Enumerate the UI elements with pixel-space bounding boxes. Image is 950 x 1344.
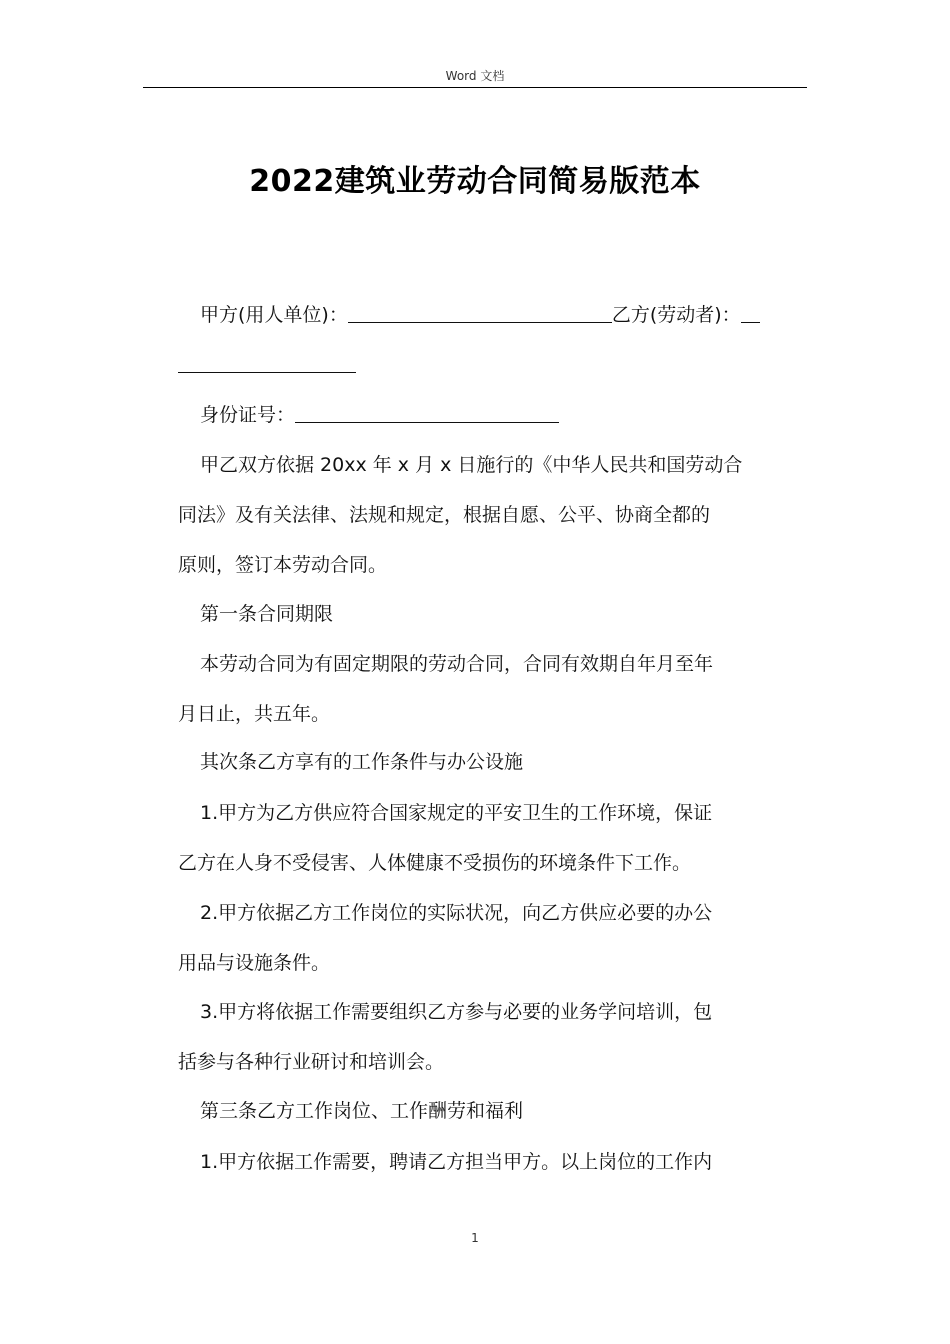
page-header: Word 文档 — [445, 69, 505, 83]
paragraph-line: 用品与设施条件。 — [178, 952, 331, 974]
id-blank — [295, 404, 559, 423]
paragraph-line: 月日止，共五年。 — [178, 703, 331, 725]
paragraph-line: 1.甲方为乙方供应符合国家规定的平安卫生的工作环境，保证 — [200, 802, 713, 824]
header-rule — [143, 87, 807, 88]
paragraph-line: 2.甲方依据乙方工作岗位的实际状况，向乙方供应必要的办公 — [200, 902, 713, 924]
party-b-blank-start — [741, 304, 760, 323]
party-line — [200, 303, 760, 327]
article-3-heading: 第三条乙方工作岗位、工作酬劳和福利 — [200, 1100, 524, 1122]
paragraph-line: 甲乙双方依据 20xx 年 x 月 x 日施行的《中华人民共和国劳动合 — [200, 454, 743, 476]
paragraph-line: 原则，签订本劳动合同。 — [178, 554, 388, 576]
paragraph-line: 3.甲方将依据工作需要组织乙方参与必要的业务学问培训，包 — [200, 1001, 713, 1023]
id-line — [200, 403, 559, 427]
article-1-heading: 第一条合同期限 — [200, 603, 334, 625]
party-a-blank — [348, 304, 612, 323]
document-title: 2022建筑业劳动合同简易版范本 — [249, 164, 701, 199]
paragraph-line: 本劳动合同为有固定期限的劳动合同，合同有效期自年月至年 — [200, 653, 714, 675]
paragraph-line: 1.甲方依据工作需要，聘请乙方担当甲方。以上岗位的工作内 — [200, 1151, 713, 1173]
party-b-label: 乙方(劳动者)： — [611, 304, 741, 326]
paragraph-line: 括参与各种行业研讨和培训会。 — [178, 1051, 445, 1073]
party-b-blank-line — [178, 353, 356, 377]
party-a-label: 甲方(用人单位)： — [200, 304, 348, 326]
paragraph-line: 同法》及有关法律、法规和规定，根据自愿、公平、协商全都的 — [178, 504, 711, 526]
party-b-blank-end — [178, 354, 356, 373]
paragraph-line: 乙方在人身不受侵害、人体健康不受损伤的环境条件下工作。 — [178, 852, 692, 874]
id-label: 身份证号： — [200, 404, 296, 426]
article-2-heading: 其次条乙方享有的工作条件与办公设施 — [200, 751, 524, 773]
page-number: 1 — [471, 1231, 479, 1245]
